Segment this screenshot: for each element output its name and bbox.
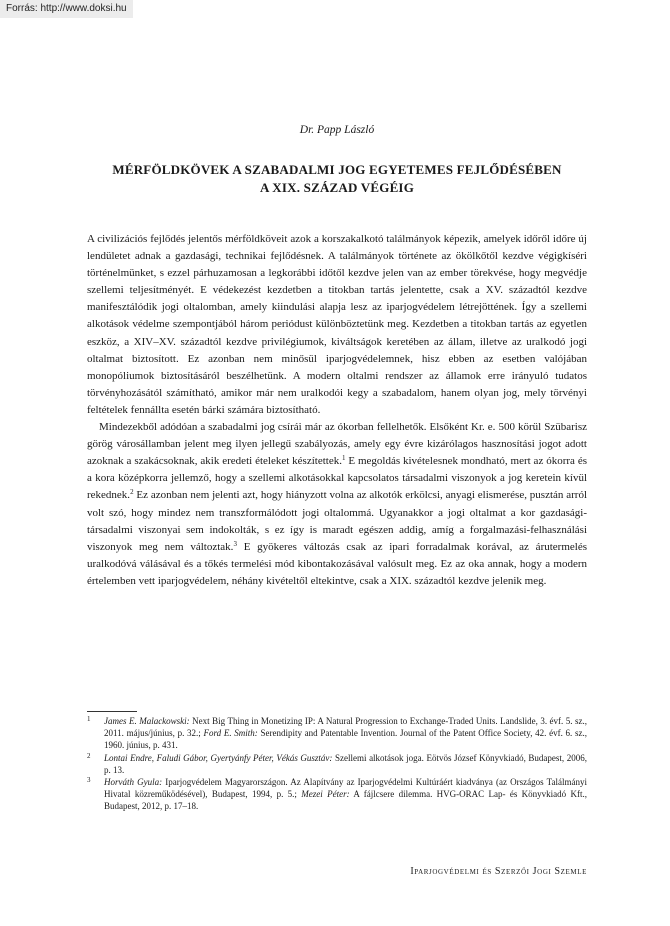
footnote-author: Horváth Gyula: [104, 777, 163, 788]
footnote-ref-3[interactable]: 3 [233, 539, 237, 548]
source-url-tag: Forrás: http://www.doksi.hu [0, 0, 133, 18]
footnote-number: 2 [87, 751, 91, 760]
footnote-3 [87, 776, 587, 813]
paragraph-2-part-c: Ez azonban nem jelenti azt, hogy hiányzott volna az alkotók erkölcsi, anyagi elismerése, pusztán arról volt szó, hogy mindez nem transzformálódott jogi oltalommá. Ugyanakkor a jogi oltalmat a kor gazdasági-társadalmi viszonyai sem indokolták, s ez így is maradt egészen addig, amíg a forgalmazási-felhasználási viszonyok meg nem változtak. [87, 489, 587, 553]
footnote-author: James E. Malackowski: [104, 716, 190, 726]
footnote-number: 3 [87, 776, 91, 785]
footnote-text: A fájlcsere dilemma. HVG-ORAC Lap- és Könyvkiadó Kft., Budapest, 2012, p. 17–18. [104, 789, 587, 812]
footnote-text: Szellemi alkotások joga. Eötvös József Könyvkiadó, Budapest, 2006, p. 13. [104, 752, 587, 775]
footnote-author: Lontai Endre, Faludi Gábor, Gyertyánfy Péter, Vékás Gusztáv: [104, 752, 333, 763]
footnote-text: Next Big Thing in Monetizing IP: A Natural Progression to Exchange-Traded Units. Landslide, 3. évf. 5. sz., 2011. május/június, p. 32.; [104, 716, 587, 739]
title-line-1: MÉRFÖLDKÖVEK A SZABADALMI JOG EGYETEMES FEJLŐDÉSÉBEN [112, 162, 562, 177]
journal-footer: Iparjogvédelmi és Szerzői Jogi Szemle [410, 866, 587, 877]
title-line-2: A XIX. SZÁZAD VÉGÉIG [259, 180, 415, 195]
paragraph-2-part-b: E megoldás kivételesnek mondható, mert az ókorra és a kora középkorra jellemző, hogy a szellemi alkotásokkal kapcsolatos társadalmi viszonyok a jog keretein kívül rekednek. [87, 455, 587, 502]
article-body [87, 231, 587, 590]
footnotes [87, 715, 587, 813]
footnote-1 [87, 715, 587, 752]
footnote-ref-2[interactable]: 2 [130, 488, 134, 497]
footnote-text: Serendipity and Patentable Invention. Journal of the Patent Office Society, 42. évf. 6. sz., 1960. június, p. 431. [104, 728, 587, 751]
footnote-text: Iparjogvédelem Magyarországon. Az Alapítvány az Iparjogvédelmi Kultúráért kiadványa (az Országos Találmányi Hivatal közreműködésével), Budapest, 1994, p. 5.; [104, 777, 587, 800]
footnote-number: 1 [87, 715, 91, 723]
footnote-2 [87, 752, 587, 776]
footnote-divider [87, 711, 137, 712]
author-name: Dr. Papp László [299, 124, 375, 136]
article-title [87, 161, 587, 197]
footnote-ref-1[interactable]: 1 [341, 454, 346, 463]
paragraph-2-part-d: E gyökeres változás csak az ipari forradalmak korával, az árutermelés uralkodóvá válásával és a tőkés termelési mód kibontakozásával valósult meg. Ez az oka annak, hogy a modern értelemben vett iparjogvédelem, néhány kivételtől eltekintve, csak a XIX. századtól kezdve jelenik meg. [87, 540, 587, 587]
paragraph-2-part-a: Mindezekből adódóan a szabadalmi jog csírái már az ókorban fellelhetők. Elsőként Kr. e. 500 körül Szübarisz görög városállamban jelent meg ilyen jellegű szabályozás, amely egy évre kizárólagos hasznosítási jogot adott azoknak a szakácsoknak, akik eredeti ételeket készítettek. [87, 421, 587, 468]
paragraph-1: A civilizációs fejlődés jelentős mérföldköveit azok a korszakalkotó találmányok képezik, amelyek időről időre új lendületet adnak a gazdasági, technikai fejlődésnek. A találmányok története az ökölkőtől kezdve végigkíséri történelmünket, s ezzel párhuzamosan a legkorábbi időtől kezdve jelen van az ember törekvése, hogy megvédje szellemi teljesítményét. E védekezést kezdetben a titokban tartás jelentette, csak a XV. századtól kezdve manifesztálódik jogi oltalomban, amely kiindulási alapja lesz az iparjogvédelem létrejöttének. Így a szellemi alkotások védelme szempontjából három periódust különböztetünk meg. Kezdetben a titokban tartás az egyetlen eszköz, a XIV–XV. századtól kezdve privilégiumok, kiváltságok keretében az állam, illetve az uralkodó jogi oltalmat biztosított. Ez azonban nem minősül iparjogvédelemnek, hisz ebben az esetben valójában monopóliumok biztosításáról beszélhetünk. A modern oltalmi rendszer az államok erre irányuló tudatos törvényhozásától számítható, amikor már nem uralkodói kegy a szabadalom, hanem olyan jog, mely törvényi feltételek fennállta esetén bárki számára biztosítható. [87, 233, 587, 416]
paragraph-2 [87, 419, 587, 590]
footnote-author: Mezei Péter: [301, 789, 350, 800]
footnote-author: Ford E. Smith: [203, 728, 258, 739]
